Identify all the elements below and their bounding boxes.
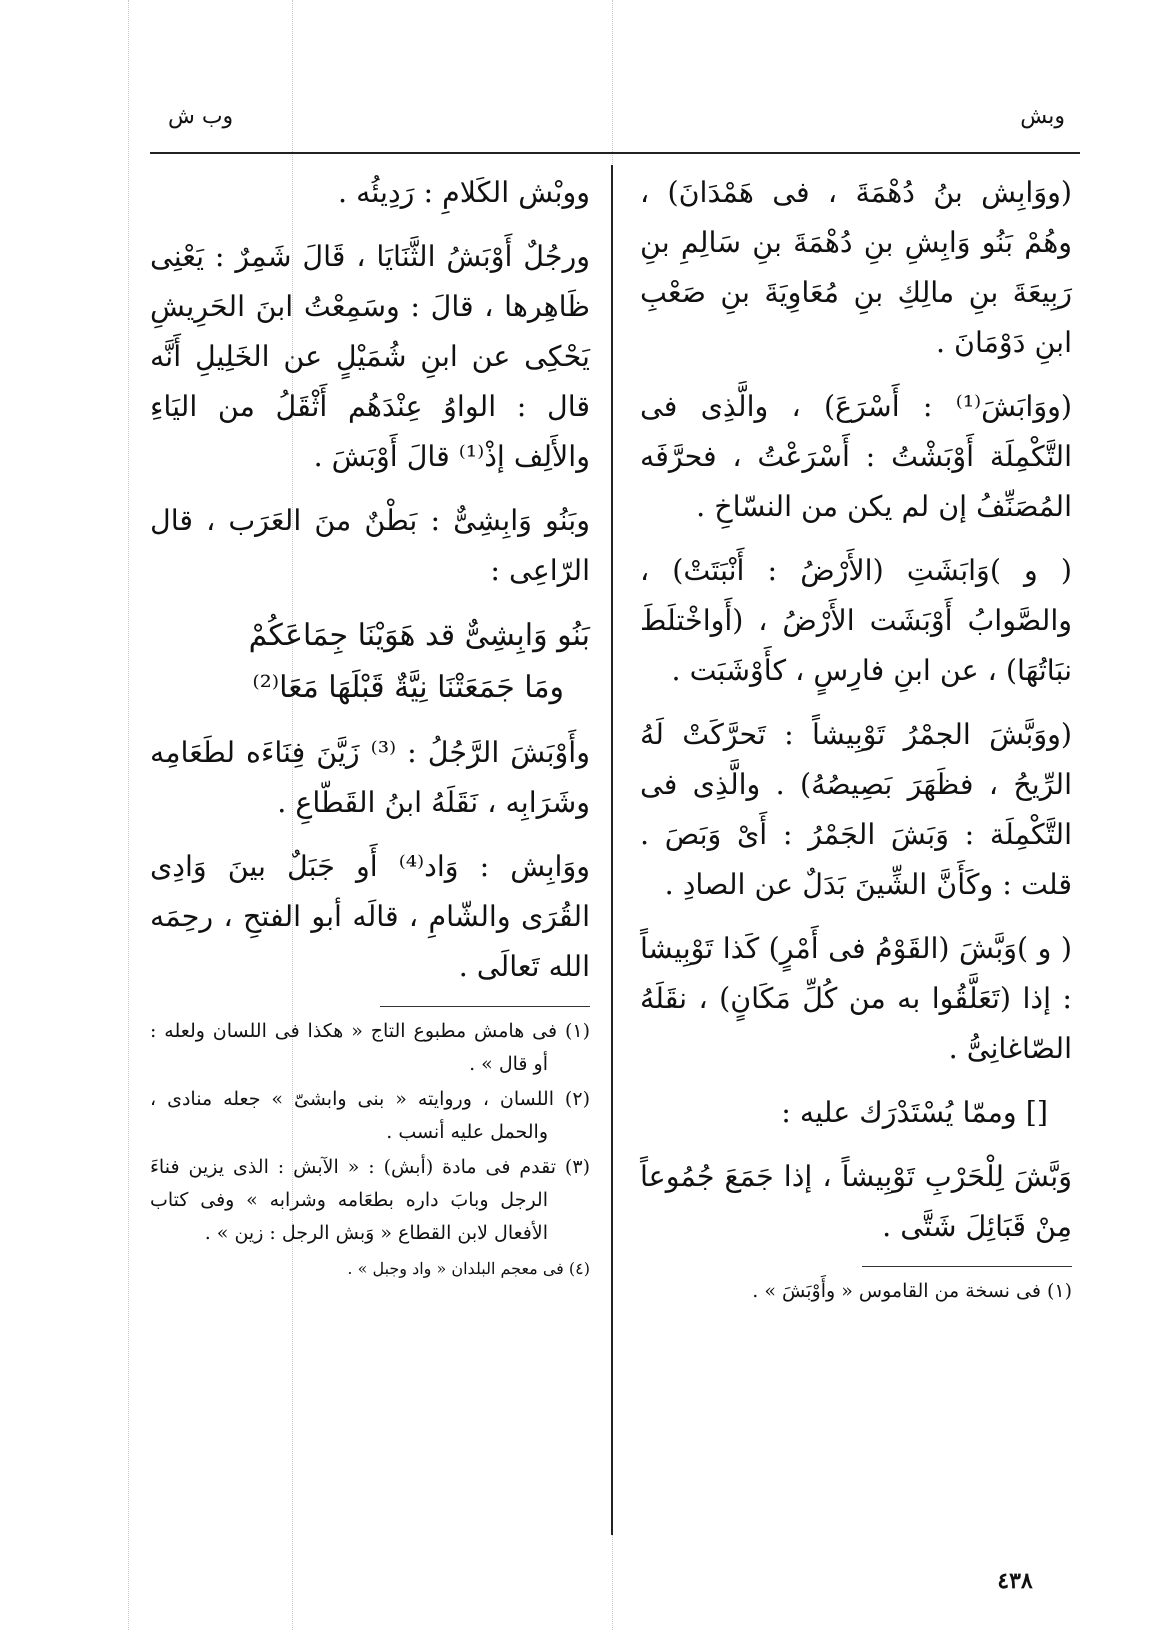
entry-paragraph: (ووَبَّشَ الجمْرُ تَوْبِيشاً : تَحرَّكَتْ لَهُ الرِّيحُ ، فظَهَرَ بَصِيصُهُ) . والَّذِى فى التَّكْمِلَة : وَبَشَ الجَمْرُ : أَىْ وَبَصَ . قلت : وكَأَنَّ الشِّينَ بَدَلٌ عن الصادِ . — [640, 718, 1072, 901]
entry-paragraph: ( و )وَبَّشَ (القَوْمُ فى أَمْرٍ) كَذا تَوْبِيشاً : إذا (تَعَلَّقُوا به من كُلِّ مَكَانٍ) ، نقَلَهُ الصّاغانِىُّ . — [640, 932, 1072, 1065]
entry-paragraph: ووبْش الكَلامِ : رَدِيئُه . — [338, 176, 590, 209]
verse-hemistich-2: ومَا جَمَعَتْنَا نِيَّةٌ قَبْلَهَا مَعَا⁽²⁾ — [252, 670, 564, 705]
footnote: (٤) فى معجم البلدان « واد وجبل » . — [347, 1259, 590, 1278]
footnotes-right — [640, 1275, 1072, 1308]
footnote-rule — [862, 1266, 1072, 1267]
entry-paragraph: وبَنُو وَابِشِىٌّ : بَطْنٌ منَ العَرَب ، قال الرّاعِى : — [150, 504, 590, 587]
poetry-verse — [150, 610, 590, 714]
footnote: (٢) اللسان ، وروايته « بنى وابشىّ » جعله منادى ، والحمل عليه أنسب . — [150, 1088, 590, 1143]
footnote: (٣) تقدم فى مادة (أبش) : « الآبش : الذى يزين فناءَ الرجل وبابَ داره بطعَامه وشرابه » وفى كتاب الأفعال لابن القطاع « وَبش الرجل : زين » . — [150, 1156, 590, 1244]
page-number: ٤٣٨ — [997, 1568, 1033, 1594]
entry-paragraph: ورجُلٌ أَوْبَشُ الثَّنَايَا ، قَالَ شَمِرٌ : يَعْنِى ظَاهِرها ، قالَ : وسَمِعْتُ ابنَ الحَرِيشِ يَحْكِى عن ابنِ شُمَيْلٍ عن الخَلِيلِ أَنَّه قال : الواوُ عِنْدَهُم أَثْقَلُ من اليَاءِ والأَلِف إذْ⁽¹⁾ قالَ أَوْبَشَ . — [150, 240, 590, 473]
footnotes-left — [150, 1015, 590, 1285]
entry-paragraph: (ووَابَشَ⁽¹⁾ : أَسْرَعَ) ، والَّذِى فى التَّكْمِلَة أَوْبَشْتُ : أَسْرَعْتُ ، فحرَّفَه المُصَنِّفُ إن لم يكن من النسّاخِ . — [640, 390, 1072, 523]
entry-paragraph: ووَابِش : وَاد⁽⁴⁾ أَو جَبَلٌ بينَ وَادِى القُرَى والشّامِ ، قالَه أبو الفتحِ ، رحِمَه الله تَعالَى . — [150, 850, 590, 983]
header-rule — [150, 152, 1080, 154]
verse-hemistich-1: بَنُو وَابِشِىٌّ قد هَوَيْنَا جِمَاعَكُمْ — [248, 618, 590, 653]
column-separator — [611, 165, 613, 1535]
addendum-heading: [] وممّا يُسْتَدْرَك عليه : — [781, 1096, 1048, 1129]
footnote-rule — [380, 1006, 590, 1007]
entry-paragraph: وَبَّشَ لِلْحَرْبِ تَوْبِيشاً ، إذا جَمَعَ جُمُوعاً مِنْ قَبَائِلَ شَتَّى . — [640, 1160, 1072, 1243]
right-column — [640, 168, 1072, 1310]
footnote: (١) فى نسخة من القاموس « وأَوْبَشَ » . — [752, 1280, 1072, 1302]
entry-paragraph: ( و )وَابَشَتِ (الأَرْضُ : أَنْبَتَتْ) ، والصَّوابُ أَوْبَشَت الأَرْضُ ، (أَواخْتلَطَ نبَاتُهَا) ، عن ابنِ فارِسٍ ، كأَوْشَبَت . — [640, 554, 1072, 687]
entry-paragraph: وأَوْبَشَ الرَّجُلُ : ⁽³⁾ زَيَّنَ فِنَاءَه لطَعَامِه وشَرَابِه ، نَقَلَهُ ابنُ القَطّاعِ . — [150, 736, 590, 819]
footnote: (١) فى هامش مطبوع التاج « هكذا فى اللسان ولعله : أو قال » . — [150, 1020, 590, 1075]
running-header-right: وبش — [1020, 104, 1065, 129]
scan-guide-line — [128, 0, 129, 1630]
left-column — [150, 168, 590, 1287]
running-header-left: وب ش — [168, 104, 234, 129]
entry-paragraph: (ووَابِش بنُ دُهْمَةَ ، فى هَمْدَانَ) ، وهُمْ بَنُو وَابِشِ بنِ دُهْمَةَ بنِ سَالِمِ بنِ رَبِيعَةَ بنِ مالِكِ بنِ مُعَاوِيَةَ بنِ صَعْبِ ابنِ دَوْمَانَ . — [640, 176, 1072, 359]
